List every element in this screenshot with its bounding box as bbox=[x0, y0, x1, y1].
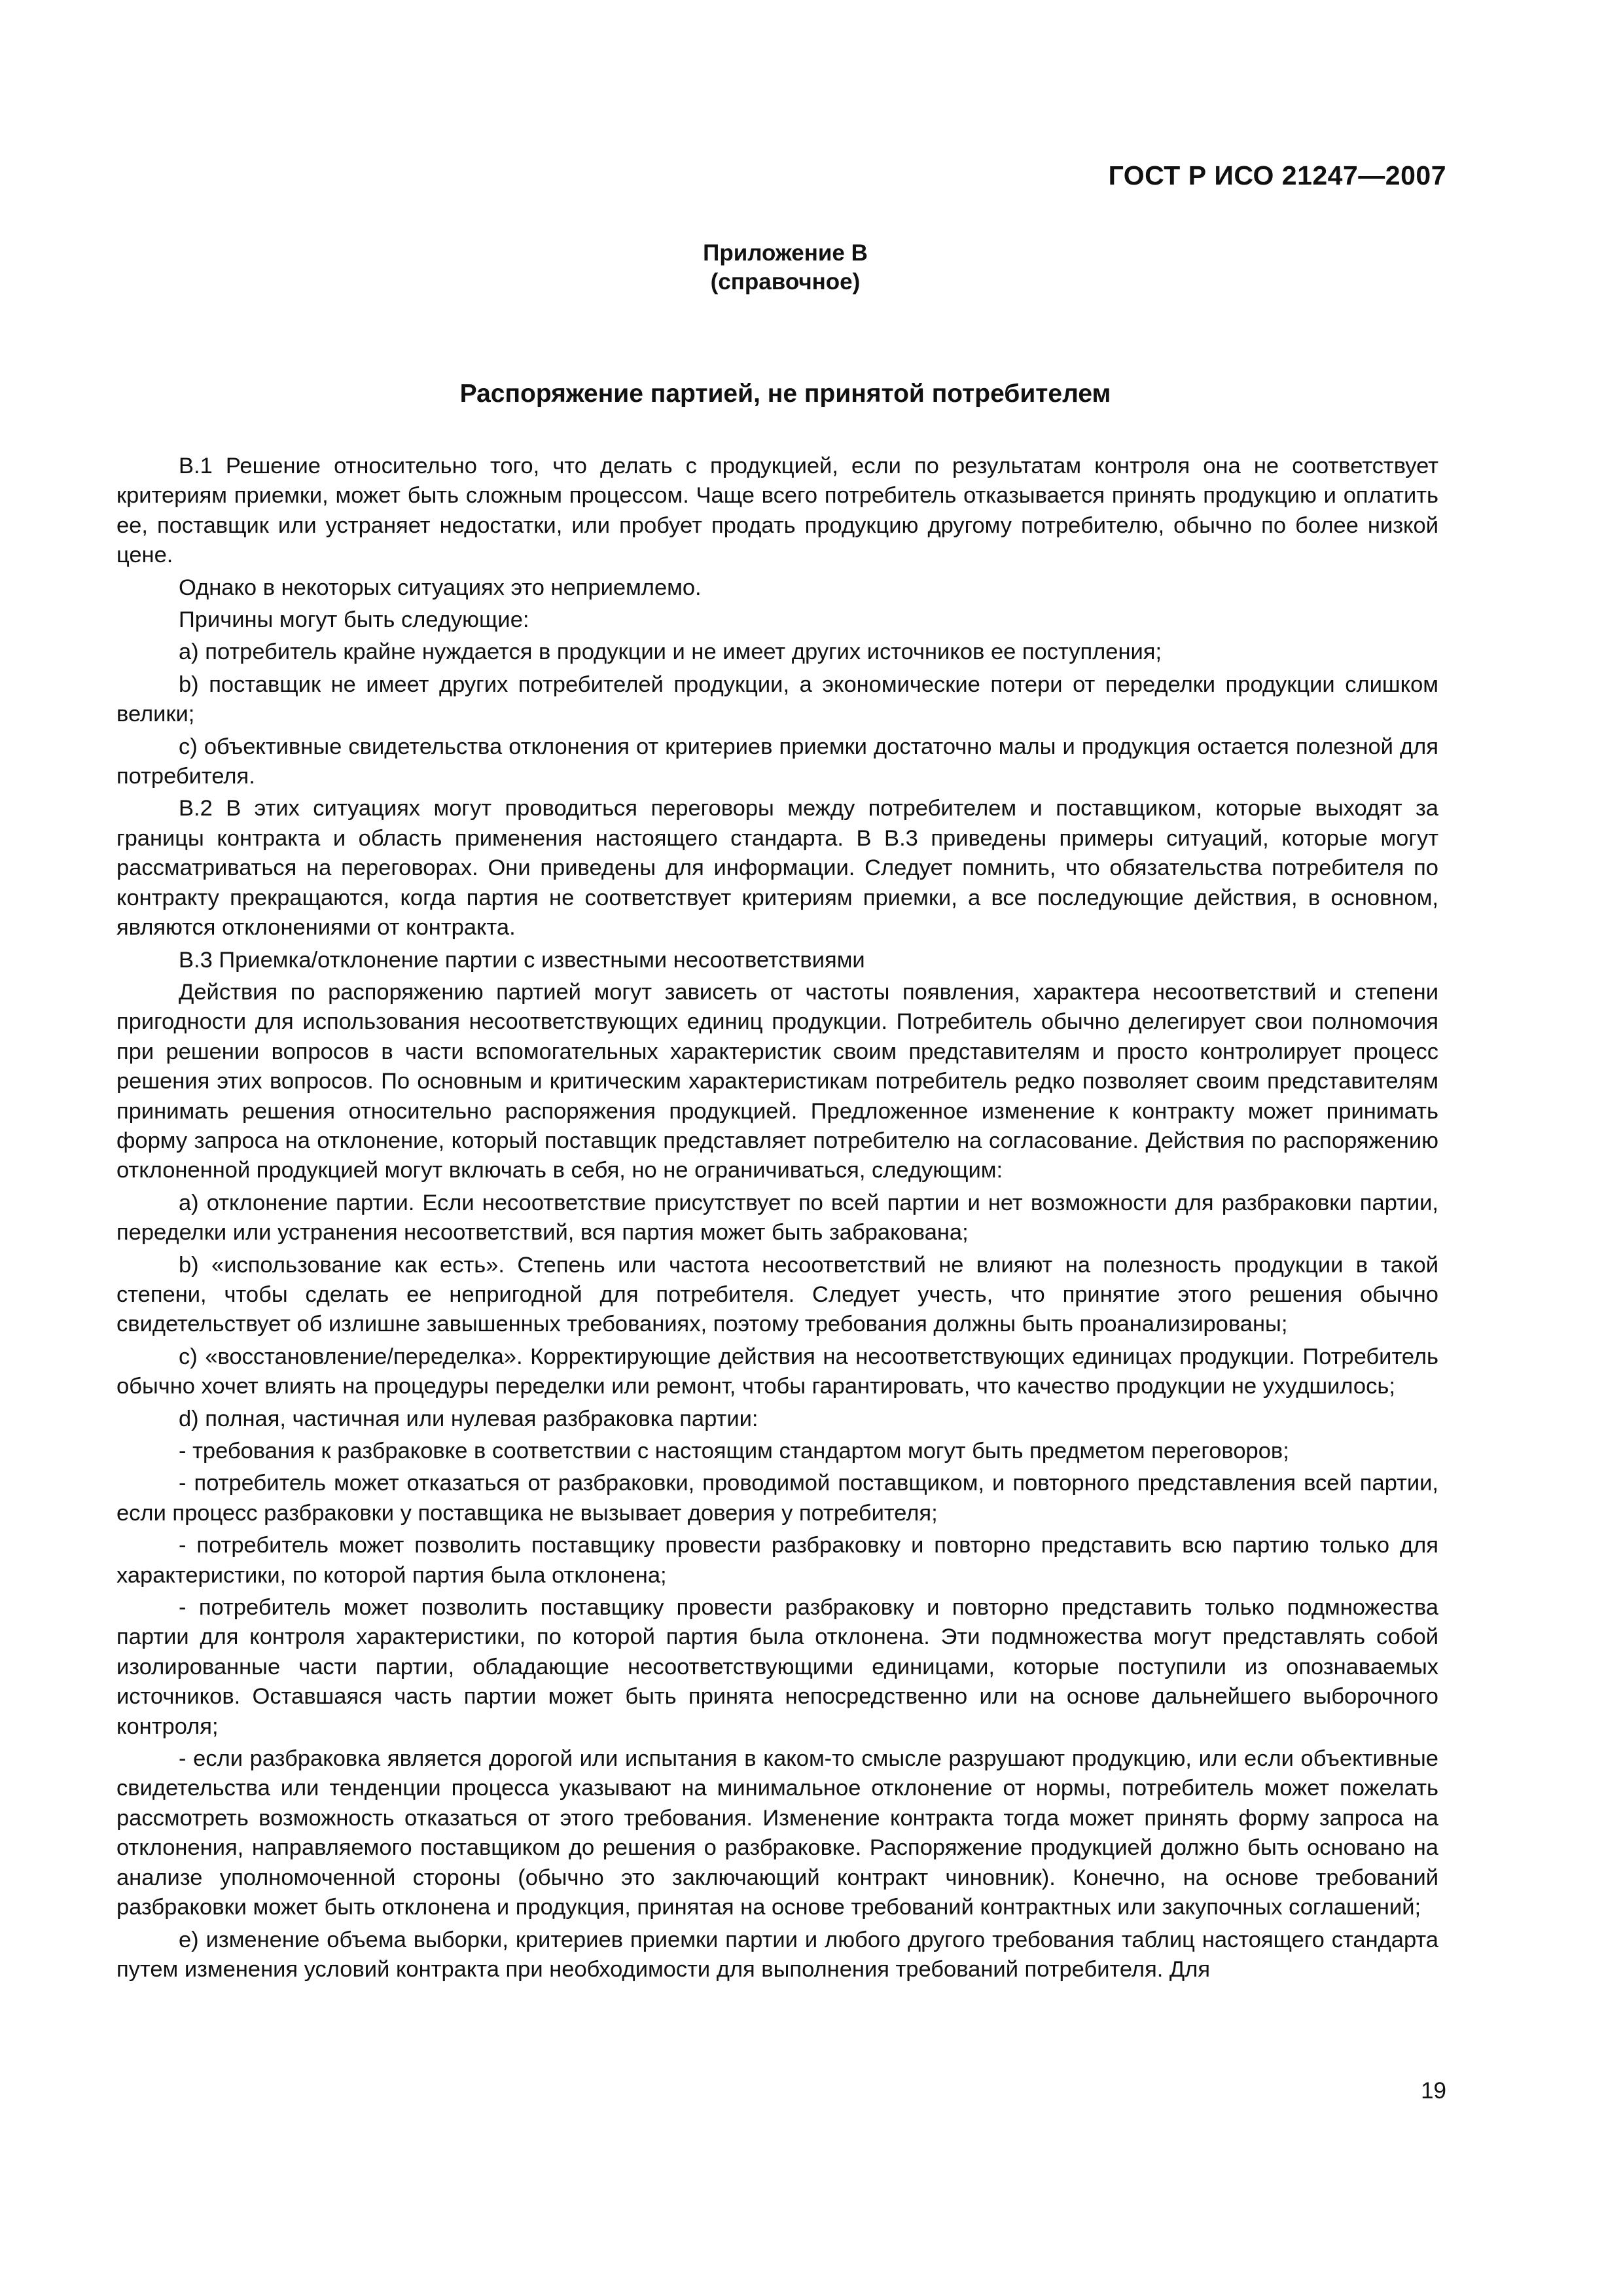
dash-item: - если разбраковка является дорогой или испытания в каком-то смысле разрушают продукцию, или если объективные свидетельства или тенденции процесса указывают на минимальное отклонение от нормы, потребитель может пожелать рассмотреть возможность отказаться от этого требования. Изменение контракта тогда может принять форму запроса на отклонения, направляемого поставщиком до решения о разбраковке. Распоряжение продукцией должно быть основано на анализе уполномоченной стороны (обычно это заключающий контракт чиновник). Конечно, на основе требований разбраковки может быть отклонена и продукция, принятая на основе требований контрактных или закупочных соглашений; bbox=[116, 1746, 1438, 1920]
list-item: a) отклонение партии. Если несоответствие присутствует по всей партии и нет возможности для разбраковки партии, переделки или устранения несоответствий, вся партия может быть забракована; bbox=[116, 1190, 1438, 1246]
dash-item: - потребитель может отказаться от разбраковки, проводимой поставщиком, и повторного представления всей партии, если процесс разбраковки у поставщика не вызывает доверия у потребителя; bbox=[116, 1471, 1438, 1526]
list-item: c) «восстановление/переделка». Корректирующие действия на несоответствующих единицах продукции. Потребитель обычно хочет влиять на процедуры переделки или ремонт, чтобы гарантировать, что качество продукции не ухудшилось; bbox=[116, 1344, 1438, 1399]
annex-type: (справочное) bbox=[710, 269, 861, 295]
dash-item: - потребитель может позволить поставщику провести разбраковку и повторно представить только подмножества партии для контроля характеристики, по которой партия была отклонена. Эти подмножества могут представлять собой изолированные части партии, обладающие несоответствующими единицами, которые поступили из опознаваемых источников. Оставшаяся часть партии может быть принята непосредственно или на основе дальнейшего выборочного контроля; bbox=[116, 1595, 1438, 1739]
paragraph: В.2 В этих ситуациях могут проводиться переговоры между потребителем и поставщиком, которые выходят за границы контракта и область применения настоящего стандарта. В В.3 приведены примеры ситуаций, которые могут рассматриваться на переговорах. Они приведены для информации. Следует помнить, что обязательства потребителя по контракту прекращаются, когда партия не соответствует критериям приемки, а все последующие действия, в основном, являются отклонениями от контракта. bbox=[116, 796, 1438, 941]
list-item: c) объективные свидетельства отклонения от критериев приемки достаточно малы и продукция остается полезной для потребителя. bbox=[116, 734, 1438, 789]
dash-item: - потребитель может позволить поставщику провести разбраковку и повторно представить всю партию только для характеристики, по которой партия была отклонена; bbox=[116, 1533, 1438, 1588]
page-number: 19 bbox=[1421, 2078, 1446, 2104]
paragraph: В.1 Решение относительно того, что делать с продукцией, если по результатам контроля она не соответствует критериям приемки, может быть сложным процессом. Чаще всего потребитель отказывается принять продукцию и оплатить ее, поставщик или устраняет недостатки, или пробует продать продукцию другому потребителю, обычно по более низкой цене. bbox=[116, 454, 1438, 568]
subsection-heading: В.3 Приемка/отклонение партии с известными несоответствиями bbox=[179, 947, 865, 973]
paragraph: Действия по распоряжению партией могут зависеть от частоты появления, характера несоответствий и степени пригодности для использования несоответствующих единиц продукции. Потребитель обычно делегирует свои полномочия при решении вопросов в части вспомогательных характеристик своим представителям и просто контролирует процесс решения этих вопросов. По основным и критическим характеристикам потребитель редко позволяет своим представителям принимать решения относительно распоряжения продукцией. Предложенное изменение к контракту может принимать форму запроса на отклонение, который поставщик представляет потребителю на согласование. Действия по распоряжению отклоненной продукцией могут включать в себя, но не ограничиваться, следующим: bbox=[116, 979, 1438, 1183]
body-text bbox=[116, 452, 1438, 1987]
annex-heading bbox=[0, 239, 1571, 296]
list-item: e) изменение объема выборки, критериев приемки партии и любого другого требования таблиц настоящего стандарта путем изменения условий контракта при необходимости для выполнения требований потребителя. Для bbox=[116, 1927, 1438, 1982]
dash-item: - требования к разбраковке в соответствии с настоящим стандартом могут быть предметом переговоров; bbox=[179, 1439, 1289, 1463]
list-item: a) потребитель крайне нуждается в продукции и не имеет других источников ее поступления; bbox=[179, 639, 1162, 665]
section-title: Распоряжение партией, не принятой потребителем bbox=[459, 380, 1111, 408]
list-item: b) поставщик не имеет других потребителей продукции, а экономические потери от переделки продукции слишком велики; bbox=[116, 672, 1438, 727]
paragraph: Однако в некоторых ситуациях это неприемлемо. bbox=[179, 575, 702, 600]
document-code-header: ГОСТ Р ИСО 21247—2007 bbox=[1108, 160, 1446, 190]
paragraph: Причины могут быть следующие: bbox=[179, 607, 529, 633]
annex-label: Приложение В bbox=[703, 240, 868, 266]
list-item: b) «использование как есть». Степень или частота несоответствий не влияют на полезность продукции в такой степени, чтобы сделать ее непригодной для потребителя. Следует учесть, что принятие этого решения обычно свидетельствует об излишне завышенных требованиях, поэтому требования должны быть проанализированы; bbox=[116, 1252, 1438, 1337]
list-item: d) полная, частичная или нулевая разбраковка партии: bbox=[179, 1406, 758, 1431]
